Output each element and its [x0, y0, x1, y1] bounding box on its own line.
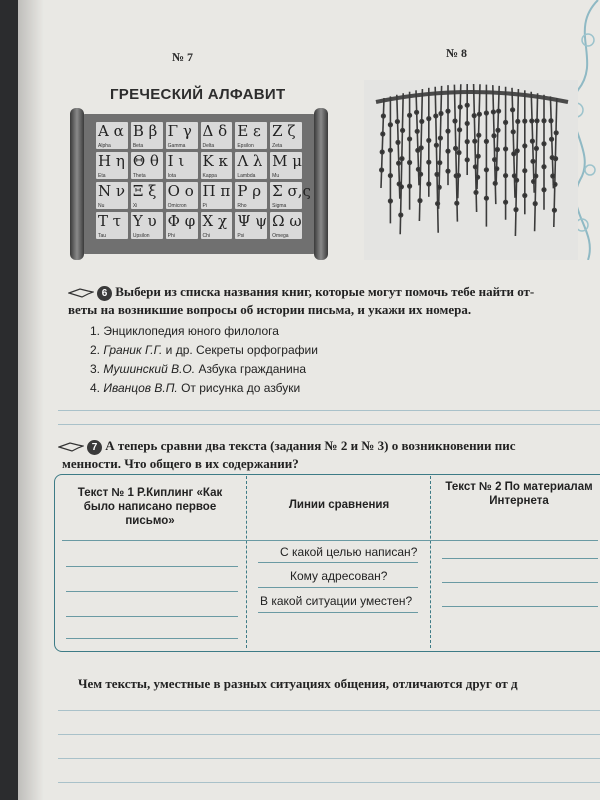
greek-letter-cell: Λ λ Lambda — [235, 152, 267, 179]
greek-letter-cell: Ζ ζ Zeta — [270, 122, 302, 149]
greek-letter-cell: Δ δ Delta — [201, 122, 233, 149]
book-item: 4. Иванцов В.П. От рисунка до азбуки — [90, 381, 301, 395]
greek-letter-cell: Α α Alpha — [96, 122, 128, 149]
workbook-page — [18, 0, 600, 800]
answer-line[interactable] — [66, 616, 238, 617]
table-divider — [246, 476, 247, 648]
table-divider — [430, 476, 431, 648]
answer-line[interactable] — [58, 734, 600, 735]
column-header-text-1: Текст № 1 Р.Киплинг «Как было написано первое письмо» — [77, 487, 223, 527]
book-item: 1. Энциклопедия юного филолога — [90, 324, 279, 338]
greek-letter-cell: Ε ε Epsilon — [235, 122, 267, 149]
answer-line[interactable] — [66, 566, 238, 567]
greek-letter-cell: Ψ ψ Psi — [237, 212, 268, 239]
greek-letter-cell: Ν ν Nu — [96, 182, 128, 209]
task-7-line-1: 7 А теперь сравни два текста (задания № 2 и № 3) о возникновении пис — [58, 438, 516, 455]
greek-letter-cell: Ι ι Iota — [166, 152, 198, 179]
greek-letter-cell: Ξ ξ Xi — [131, 182, 163, 209]
answer-line[interactable] — [442, 606, 598, 607]
row-underline — [258, 612, 418, 613]
greek-letter-cell: Χ χ Chi — [201, 212, 233, 239]
task-6-line-2: веты на возникшие вопросы об истории письма, и укажи их номера. — [68, 302, 472, 317]
answer-line[interactable] — [58, 782, 600, 783]
greek-letter-cell: Π π Pi — [201, 182, 233, 209]
greek-letter-cell: Κ κ Kappa — [201, 152, 233, 179]
page-number-right: № 8 — [446, 46, 468, 60]
answer-line[interactable] — [66, 638, 238, 639]
answer-line[interactable] — [58, 758, 600, 759]
greek-alphabet-title: ГРЕЧЕСКИЙ АЛФАВИТ — [110, 86, 286, 103]
greek-letter-grid — [96, 122, 311, 239]
comparison-row-addressee: Кому адресован? — [290, 569, 388, 583]
answer-line — [58, 424, 600, 425]
greek-letter-cell: Η η Eta — [96, 152, 128, 179]
book-item: 3. Мушинский В.О. Азбука гражданина — [90, 362, 306, 376]
task-7-line-2: менности. Что общего в их содержании? — [62, 456, 299, 471]
column-header-comparison: Линии сравнения — [288, 499, 390, 511]
greek-letter-cell: Θ θ Theta — [131, 152, 163, 179]
ancient-knotted-cord-image — [364, 80, 578, 260]
row-underline — [258, 587, 418, 588]
greek-letter-cell: Τ τ Tau — [96, 212, 128, 239]
greek-letter-cell: Ω ω Omega — [272, 212, 302, 239]
answer-line[interactable] — [58, 710, 600, 711]
page-number-left: № 7 — [172, 50, 194, 64]
greek-letter-cell: Ο ο Omicron — [166, 182, 198, 209]
greek-letter-cell: Σ σ,ς Sigma — [272, 182, 311, 209]
answer-line[interactable] — [442, 582, 598, 583]
column-header-text-2: Текст № 2 По материалам Интернета — [445, 481, 593, 507]
greek-letter-cell: Β β Beta — [131, 122, 163, 149]
answer-line[interactable] — [66, 591, 238, 592]
pointing-hand-icon — [58, 441, 84, 453]
greek-letter-cell: Γ γ Gamma — [166, 122, 198, 149]
answer-line[interactable] — [442, 558, 598, 559]
comparison-row-purpose: С какой целью написан? — [280, 545, 418, 559]
task-6-line-1: 6 Выбери из списка названия книг, которые могут помочь тебе найти от- — [68, 284, 534, 301]
answer-line — [58, 410, 600, 411]
final-question: Чем тексты, уместные в разных ситуациях общения, отличаются друг от д — [78, 676, 518, 691]
greek-alphabet-scroll — [70, 108, 328, 260]
greek-letter-cell: Μ μ Mu — [272, 152, 303, 179]
book-list — [90, 322, 318, 398]
greek-letter-cell: Υ υ Upsilon — [131, 212, 163, 239]
scroll-rod-right — [314, 108, 328, 260]
task-7-badge: 7 — [87, 440, 102, 455]
task-6-badge: 6 — [97, 286, 112, 301]
book-item: 2. Граник Г.Г. и др. Секреты орфографии — [90, 343, 318, 357]
comparison-row-situation: В какой ситуации уместен? — [260, 594, 413, 608]
row-underline — [258, 562, 418, 563]
greek-letter-cell: Φ φ Phi — [166, 212, 198, 239]
header-separator — [62, 540, 598, 541]
pointing-hand-icon — [68, 287, 94, 299]
greek-letter-cell: Ρ ρ Rho — [235, 182, 267, 209]
scroll-rod-left — [70, 108, 84, 260]
